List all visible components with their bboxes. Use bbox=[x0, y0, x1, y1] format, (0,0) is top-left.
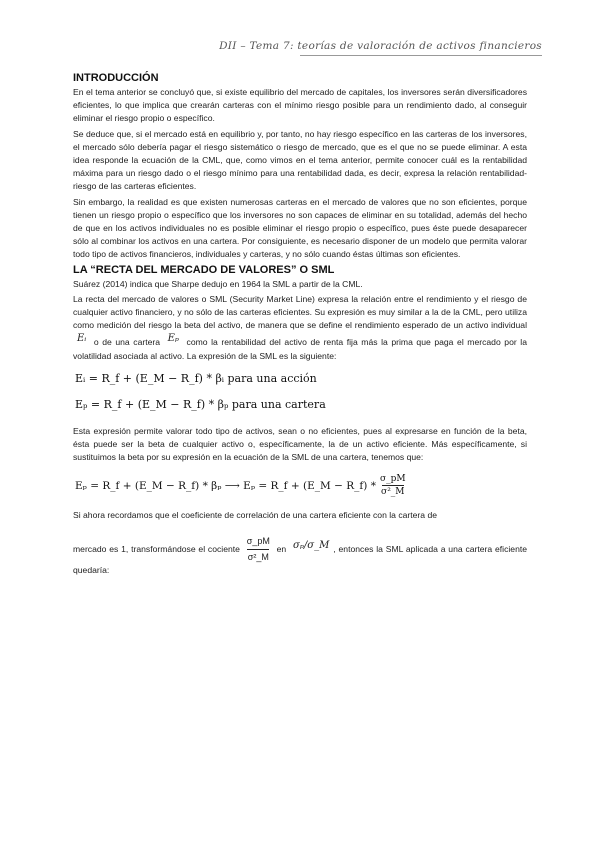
sml-paragraph-5 bbox=[73, 535, 527, 578]
sml-paragraph-3: Esta expresión permite valorar todo tipo de activos, sean o no eficientes, pues al expresarse en función de la beta, ésta puede ser la beta de cualquier activo o, específicamente, la de un activo eficiente. Más específicamente, si sustituimos la beta por su expresión en la ecuación de la SML de una cartera, tenemos que: bbox=[73, 425, 527, 463]
fraction-numerator: σ_pM bbox=[379, 474, 406, 485]
sml-heading: LA “RECTA DEL MERCADO DE VALORES” O SML bbox=[73, 263, 335, 276]
header-rule bbox=[300, 55, 542, 56]
page-header: DII – Tema 7: teorías de valoración de activos financieros bbox=[219, 40, 542, 52]
intro-paragraph-1: En el tema anterior se concluyó que, si existe equilibrio del mercado de capitales, los inversores serán diversificadores eficientes, lo que implica que crearán carteras con el mínimo riesgo posible para un rendimiento dado, al conseguir eliminar el riesgo propio o específico. bbox=[73, 87, 527, 124]
formula-expanded-text: Eₚ = R_f + (E_M − R_f) * βₚ ⟶ Eₚ = R_f + (E_M − R_f) * bbox=[75, 479, 376, 492]
symbol-ep: Eₚ bbox=[167, 333, 179, 345]
sml-paragraph-2a: La recta del mercado de valores o SML (Security Market Line) expresa la relación entre el rendimiento y el riesgo de cualquier activo financiero, y no sólo de las carteras eficientes. Su expresión es muy similar a la de la CML, pero utiliza como medición del riesgo la beta del activo, de manera que se define el rendimiento esperado de un activo individual bbox=[73, 293, 527, 331]
formula-sml-portfolio: Eₚ = R_f + (E_M − R_f) * βₚ para una cartera bbox=[75, 397, 326, 411]
sml-paragraph-4: Si ahora recordamos que el coeficiente de correlación de una cartera eficiente con la cartera de bbox=[73, 510, 438, 521]
inline-ratio: σₚ/σ_M bbox=[293, 539, 330, 551]
sml-paragraph-5b: , entonces la SML aplicada a una cartera eficiente quedaría: bbox=[73, 543, 528, 576]
inline-fraction-numerator: σ_pM bbox=[246, 535, 270, 546]
inline-fraction bbox=[247, 535, 270, 564]
inline-fraction-bar bbox=[247, 549, 269, 550]
formula-sml-asset: Eᵢ = R_f + (E_M − R_f) * βᵢ para una acción bbox=[75, 371, 317, 385]
formula-fraction bbox=[380, 474, 406, 497]
sml-paragraph-2 bbox=[73, 293, 527, 363]
intro-heading: INTRODUCCIÓN bbox=[73, 72, 159, 84]
symbol-ei: Eᵢ bbox=[77, 333, 87, 345]
fraction-denominator: σ²_M bbox=[381, 487, 405, 498]
sml-paragraph-1: Suárez (2014) indica que Sharpe dedujo en 1964 la SML a partir de la CML. bbox=[73, 278, 363, 289]
sml-paragraph-5a: mercado es 1, transformándose el cociente bbox=[73, 543, 240, 554]
sml-paragraph-2b: o de una cartera bbox=[93, 337, 161, 348]
sml-paragraph-2c: como la rentabilidad del activo de renta fija más la prima que paga el mercado por la volatilidad asociada al activo. La expresión de la SML es la siguiente: bbox=[73, 337, 527, 361]
formula-sml-expanded bbox=[75, 474, 527, 497]
intro-paragraph-2: Se deduce que, si el mercado está en equilibrio y, por tanto, no hay riesgo específico en las carteras de los inversores, el mercado sólo debería pagar el riesgo sistemático o riesgo de mercado, que es el que no se puede eliminar. A esta idea responde la ecuación de la CML, que, como vimos en el tema anterior, permite conocer cuál es la rentabilidad máxima para un riesgo dado o el riesgo mínimo para una rentabilidad dada, es decir, expresa la relación rentabilidad-riesgo de las carteras eficientes. bbox=[73, 128, 527, 192]
inline-en: en bbox=[276, 543, 287, 554]
fraction-bar bbox=[382, 485, 404, 486]
intro-paragraph-3: Sin embargo, la realidad es que existen numerosas carteras en el mercado de valores que no son eficientes, porque tienen un riesgo propio o específico que los inversores no son capaces de eliminar en su totalidad, además del hecho de que en los activos individuales no es posible eliminar el riesgo propio o específico, pues éste puede desaparecer sólo al combinar los activos en una cartera. Por consiguiente, es necesario disponer de un modelo que permita valorar todo tipo de activos financieros, individuales y carteras, y no sólo cuando éstas últimas son eficientes. bbox=[73, 196, 527, 260]
inline-fraction-denominator: σ²_M bbox=[247, 551, 269, 562]
document-body bbox=[73, 72, 527, 579]
